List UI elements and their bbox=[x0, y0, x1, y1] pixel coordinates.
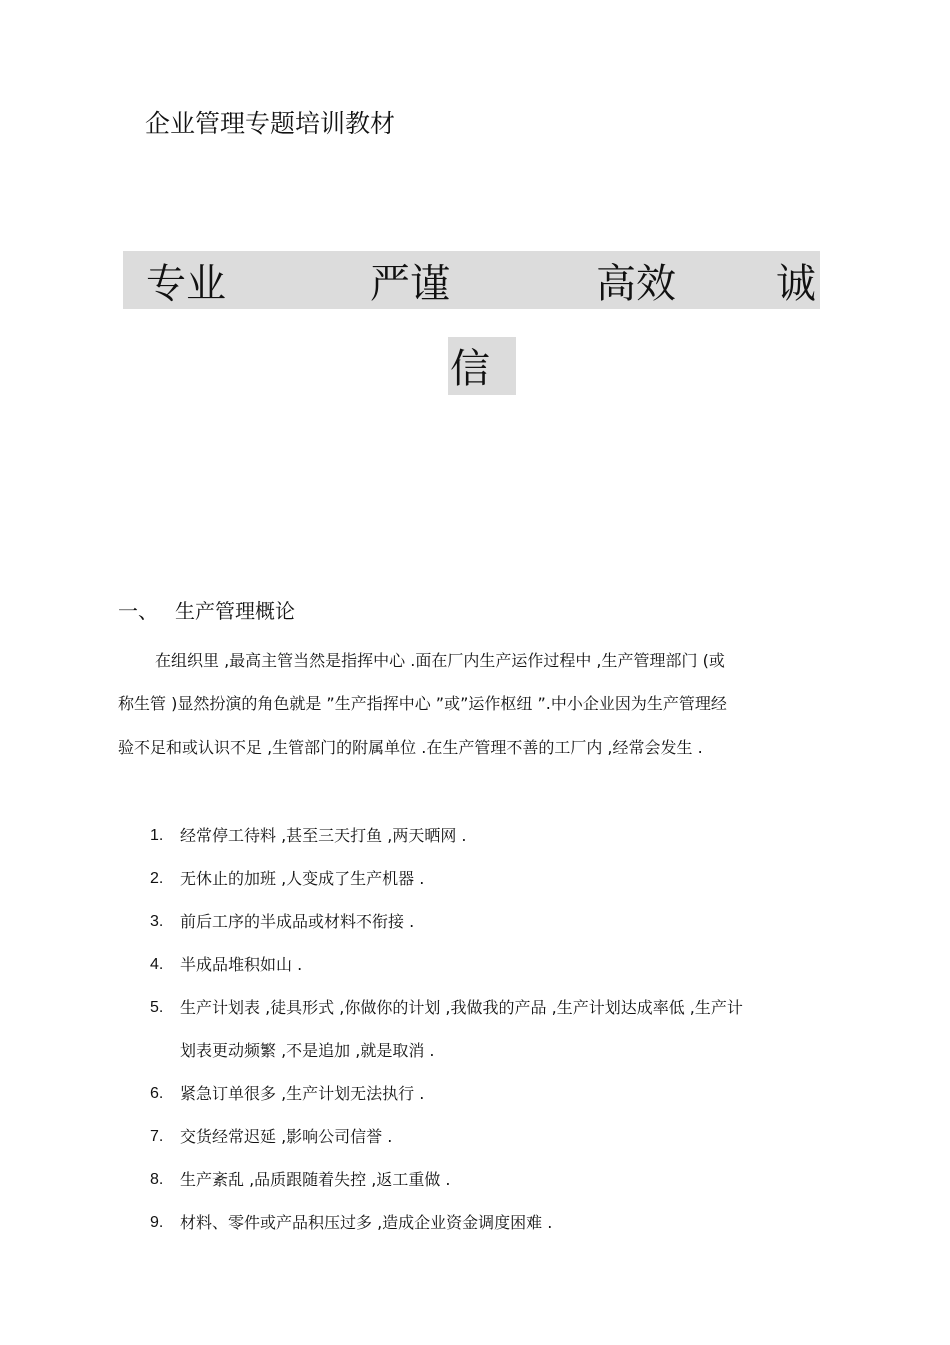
paragraph-line-3: 验不足和或认识不足 ,生管部门的附属单位 .在生产管理不善的工厂内 ,经常会发生 . bbox=[118, 738, 703, 757]
list-item: 经常停工待料 ,甚至三天打鱼 ,两天晒网 . bbox=[180, 826, 467, 845]
list-item: 前后工序的半成品或材料不衔接 . bbox=[180, 912, 415, 931]
list-item: 交货经常迟延 ,影响公司信誉 . bbox=[180, 1127, 393, 1146]
list-item-number: 3. bbox=[150, 913, 164, 930]
paragraph-line-1: 在组织里 ,最高主管当然是指挥中心 .面在厂内生产运作过程中 ,生产管理部门 (或 bbox=[155, 651, 725, 670]
paragraph-line-2: 称生管 )显然扮演的角色就是 ”生产指挥中心 ”或”运作枢纽 ”.中小企业因为生产管理经 bbox=[118, 694, 727, 713]
motto-word-1: 专业 bbox=[146, 261, 226, 307]
list-item: 材料、零件或产品积压过多 ,造成企业资金调度困难 . bbox=[180, 1213, 553, 1232]
list-item: 无休止的加班 ,人变成了生产机器 . bbox=[180, 869, 425, 888]
list-item-continuation: 划表更动频繁 ,不是追加 ,就是取消 . bbox=[180, 1041, 435, 1060]
motto-word-3: 高效 bbox=[596, 261, 676, 307]
list-item-number: 7. bbox=[150, 1128, 164, 1145]
list-item-number: 1. bbox=[150, 827, 164, 844]
section-number: 一、 bbox=[118, 599, 158, 623]
list-item-number: 4. bbox=[150, 956, 164, 973]
motto-highlight-band bbox=[123, 251, 820, 309]
list-item: 半成品堆积如山 . bbox=[180, 955, 303, 974]
list-item-number: 8. bbox=[150, 1171, 164, 1188]
section-title: 生产管理概论 bbox=[175, 599, 295, 623]
list-item: 生产计划表 ,徒具形式 ,你做你的计划 ,我做我的产品 ,生产计划达成率低 ,生产计 bbox=[180, 998, 743, 1017]
list-item: 生产紊乱 ,品质跟随着失控 ,返工重做 . bbox=[180, 1170, 451, 1189]
motto-word-tail: 信 bbox=[450, 346, 490, 392]
list-item-number: 6. bbox=[150, 1085, 164, 1102]
motto-word-2: 严谨 bbox=[370, 261, 450, 307]
list-item-number: 9. bbox=[150, 1214, 164, 1231]
motto-word-4: 诚 bbox=[776, 261, 816, 307]
list-item: 紧急订单很多 ,生产计划无法执行 . bbox=[180, 1084, 425, 1103]
document-header: 企业管理专题培训教材 bbox=[145, 109, 396, 138]
list-item-number: 5. bbox=[150, 999, 164, 1016]
list-item-number: 2. bbox=[150, 870, 164, 887]
